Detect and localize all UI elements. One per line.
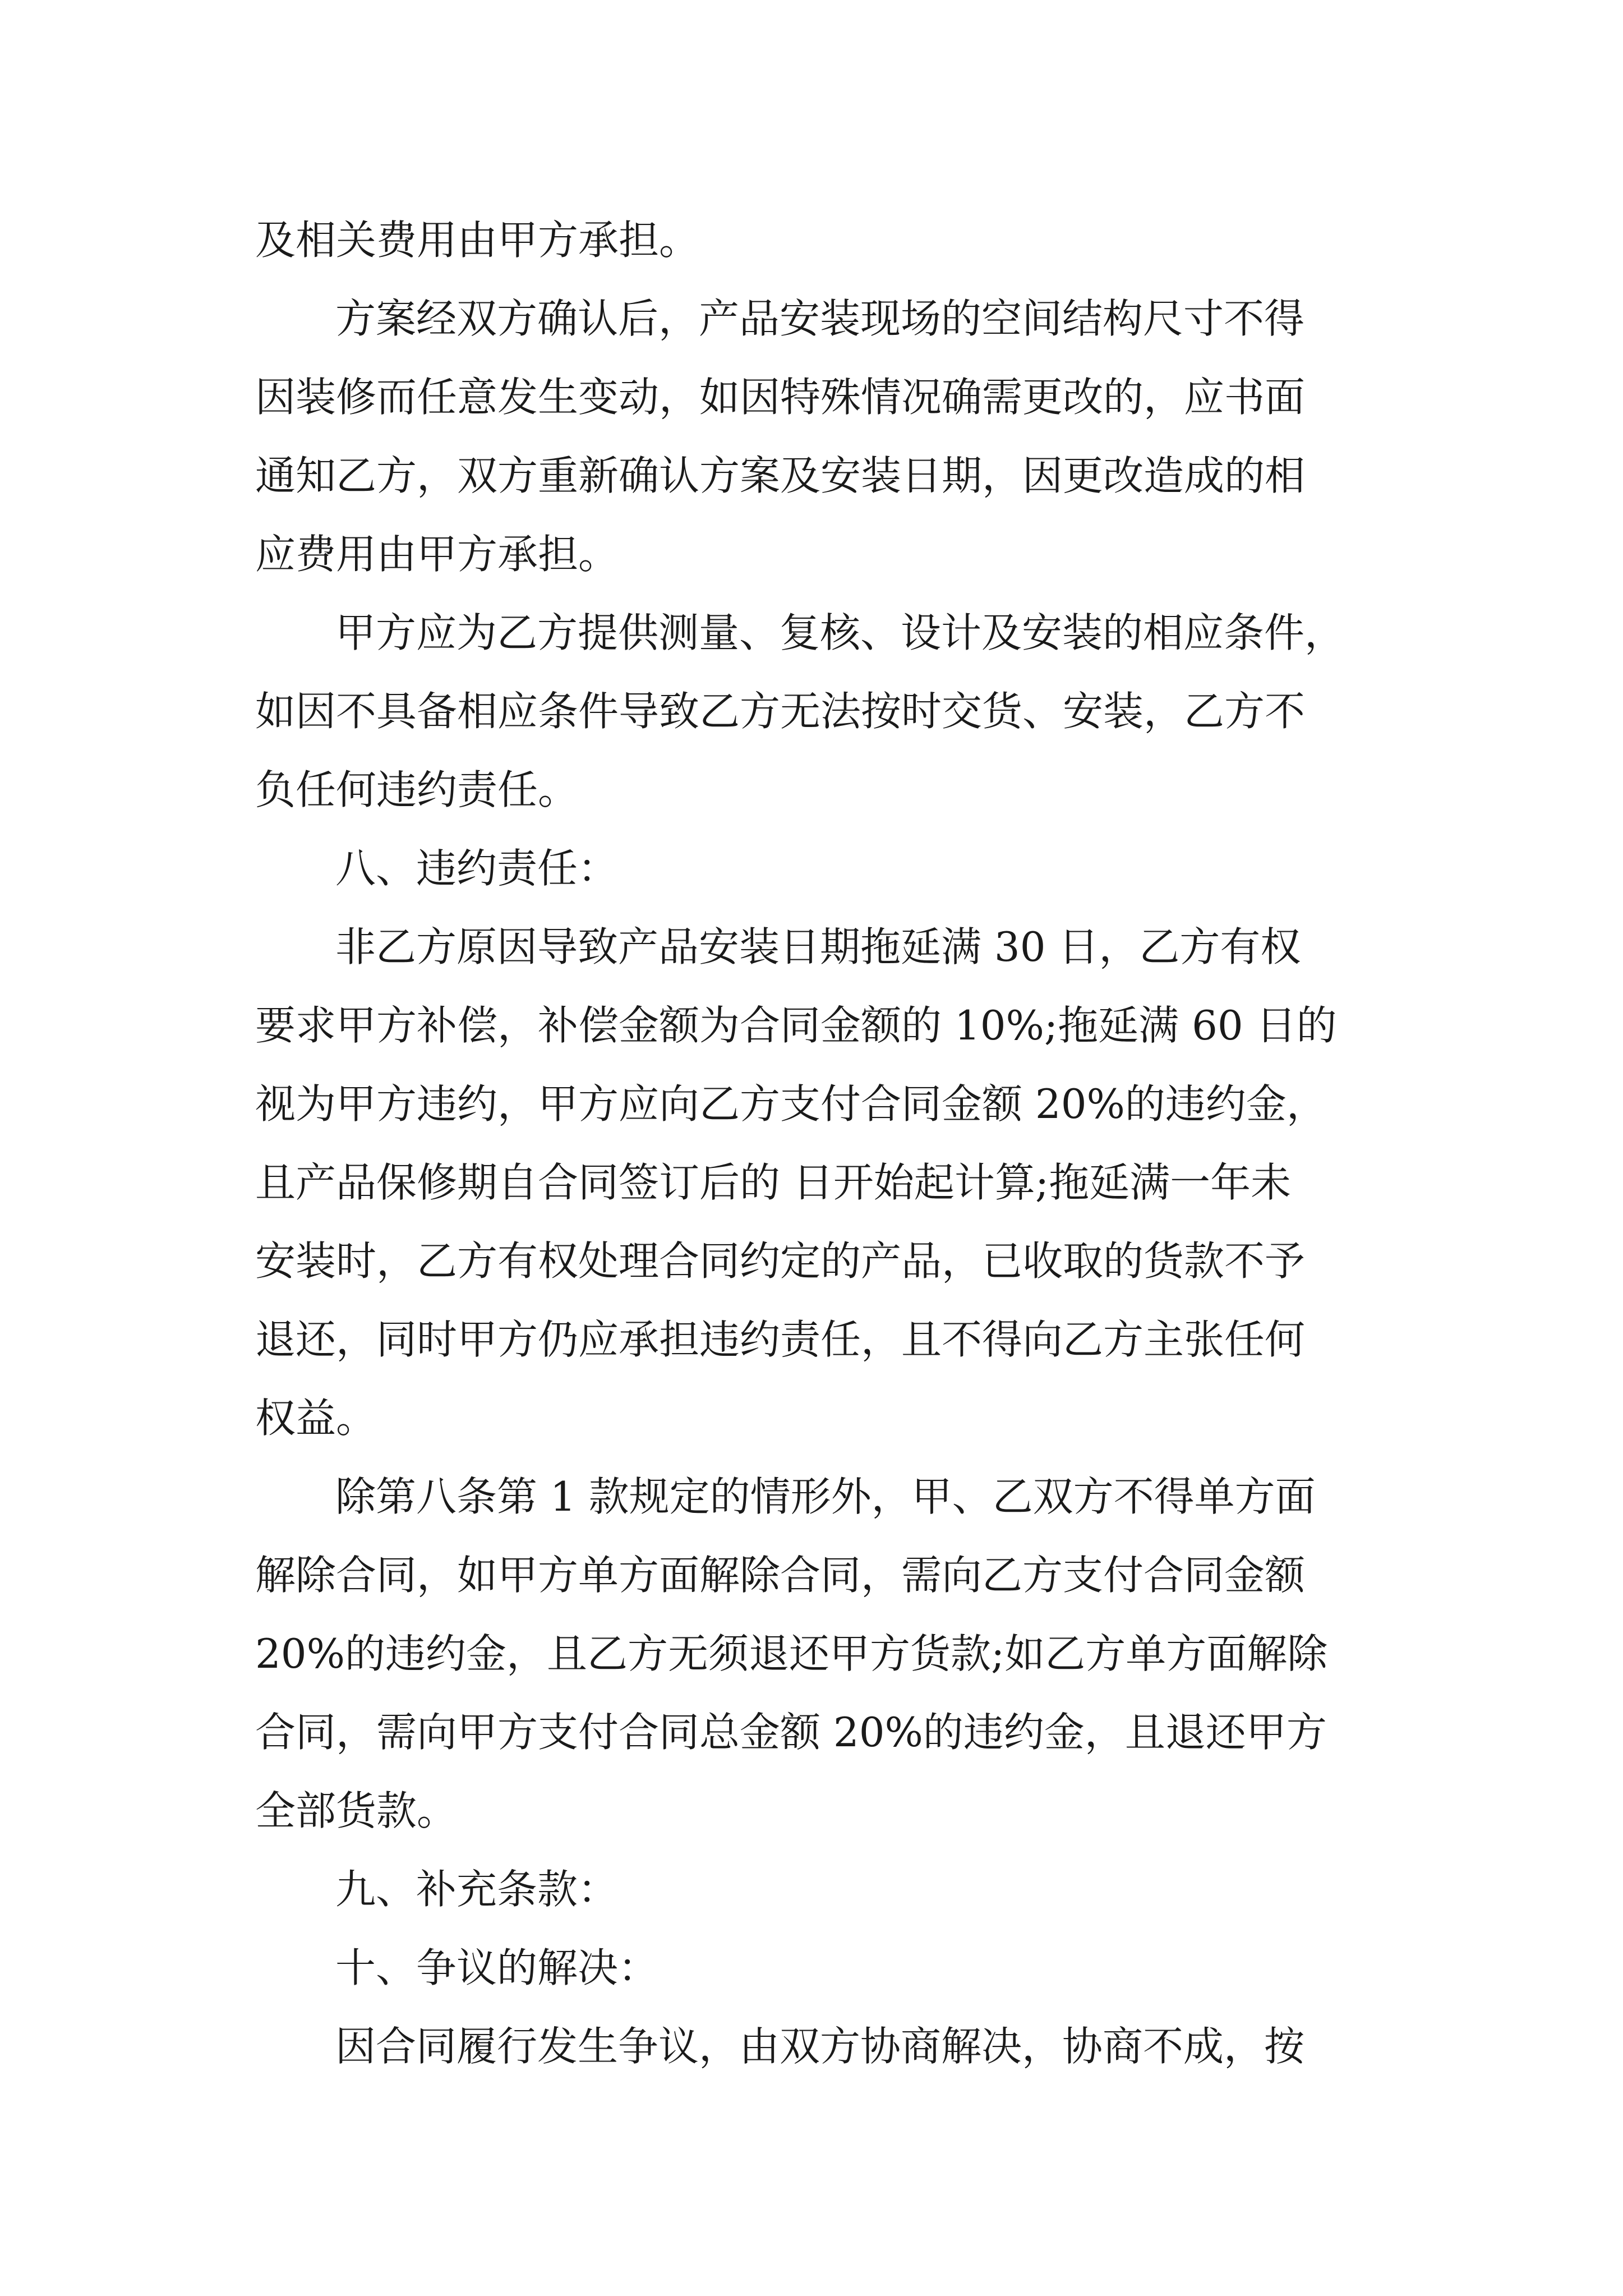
text-line-19: 20%的违约金，且乙方无须退还甲方货款;如乙方单方面解除	[255, 1630, 1328, 1677]
text-line-16: 权益。	[255, 1395, 377, 1442]
text-line-1: 及相关费用由甲方承担。	[255, 217, 700, 264]
text-line-8: 负任何违约责任。	[255, 766, 579, 813]
text-line-12: 视为甲方违约，甲方应向乙方支付合同金额 20%的违约金，	[255, 1080, 1327, 1128]
text-line-4: 通知乙方，双方重新确认方案及安装日期，因更改造成的相	[255, 452, 1306, 499]
text-line-17: 除第八条第 1 款规定的情形外，甲、乙双方不得单方面	[335, 1473, 1316, 1520]
section-heading-8: 八、违约责任：	[335, 845, 619, 892]
text-line-2: 方案经双方确认后，产品安装现场的空间结构尺寸不得	[335, 295, 1305, 342]
text-line-15: 退还，同时甲方仍应承担违约责任，且不得向乙方主张任何	[255, 1316, 1306, 1363]
text-line-10: 非乙方原因导致产品安装日期拖延满 30 日，乙方有权	[335, 923, 1301, 970]
text-line-3: 因装修而任意发生变动，如因特殊情况确需更改的，应书面	[255, 374, 1306, 421]
text-line-11: 要求甲方补偿，补偿金额为合同金额的 10%;拖延满 60 日的	[255, 1002, 1337, 1049]
text-line-6: 甲方应为乙方提供测量、复核、设计及安装的相应条件，	[335, 609, 1345, 656]
text-line-24: 因合同履行发生争议，由双方协商解决，协商不成，按	[335, 2023, 1305, 2070]
text-line-7: 如因不具备相应条件导致乙方无法按时交货、安装，乙方不	[255, 688, 1306, 735]
text-line-21: 全部货款。	[255, 1787, 458, 1834]
text-line-18: 解除合同，如甲方单方面解除合同，需向乙方支付合同金额	[255, 1552, 1306, 1599]
text-line-20: 合同，需向甲方支付合同总金额 20%的违约金，且退还甲方	[255, 1709, 1327, 1756]
section-heading-10: 十、争议的解决：	[335, 1944, 659, 1991]
section-heading-9: 九、补充条款：	[335, 1866, 619, 1913]
text-line-13: 且产品保修期自合同签订后的 日开始起计算;拖延满一年未	[255, 1159, 1292, 1206]
text-line-14: 安装时，乙方有权处理合同约定的产品，已收取的货款不予	[255, 1237, 1306, 1285]
text-line-5: 应费用由甲方承担。	[255, 531, 619, 578]
